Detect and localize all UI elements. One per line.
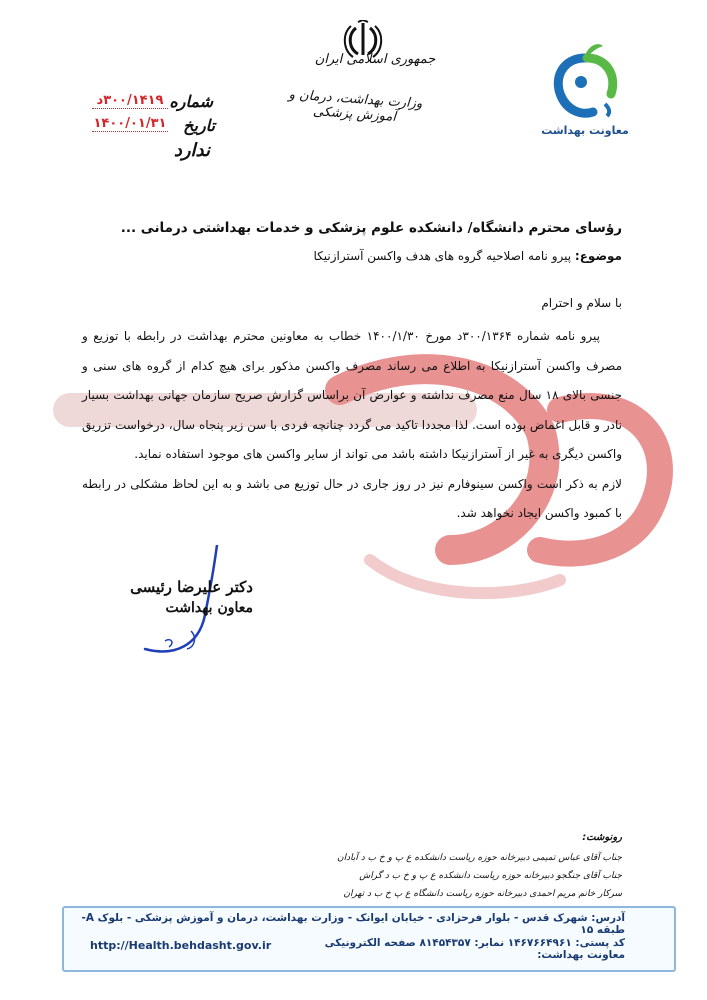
signatory-name: دکتر علیرضا رئیسی [130,578,253,596]
footer-contact: کد پستی: ۱۴۶۷۶۶۴۹۶۱ نمابر: ۸۱۴۵۴۳۵۷ صفحه الکترونیکی معاونت بهداشت: [324,937,625,961]
letter-body [82,322,622,529]
signatory-title: معاون بهداشت [165,600,253,616]
cc-heading: رونوشت: [582,832,622,843]
attachment-status: ندارد [173,140,210,161]
number-label: شماره [169,92,213,111]
ministry-line: وزارت بهداشت، درمان و آموزش پزشکی [288,87,423,125]
footer-address: آدرس: شهرک قدس - بلوار فرحزادی - خیابان ایوانک - وزارت بهداشت، درمان و آموزش پزشکی - بلوک A- طبقه ۱۵ [81,912,625,936]
subject-line [100,249,622,263]
website-link[interactable]: http://Health.behdasht.gov.ir [90,939,272,952]
letter-date: ۱۴۰۰/۰۱/۳۱ [93,116,167,131]
greeting: با سلام و احترام [541,296,622,310]
addressee: رؤسای محترم دانشگاه/ دانشکده علوم پزشکی و خدمات بهداشتی درمانی ... [120,220,622,236]
cc-recipient: سرکار خانم مریم احمدی دبیرخانه حوزه ریاست دانشگاه ع پ خ ب د تهران [343,889,622,899]
cc-recipient: جناب آقای عباس تمیمی دبیرخانه حوزه ریاست دانشکده ع پ و خ ب د آبادان [337,853,622,863]
cc-recipient: جناب آقای جنگجو دبیرخانه حوزه ریاست دانشکده ع پ و خ ب د گراش [359,871,622,881]
subject-label: موضوع: [574,249,622,263]
department-label: معاونت بهداشت [541,124,629,137]
date-label: تاریخ [183,116,215,135]
letter-number: ۳۰۰/۱۴۱۹د [92,93,168,109]
body-paragraph: لازم به ذکر است واکسن سینوفارم نیز در روز جاری در حال توزیع می باشد و به این لحاظ مشکلی در رابطه با کمبود واکسن ایجاد نخواهد شد. [82,476,622,520]
body-paragraph: پیرو نامه شماره ۳۰۰/۱۳۶۴د مورخ ۱۴۰۰/۱/۳۰ خطاب به معاونین محترم بهداشت در رابطه با توزیع و مصرف واکسن آسترازنیکا به اطلاع می رساند مصرف واکسن مذکور برای هیچ کدام از گروه های سنی و جنسی بالای ۱۸ سال منع مصرف نداشته و عوارض آن براساس گزارش صریح سازمان جهانی بهداشت بسیار نادر و قابل اغماض بوده است. لذا مجددا تاکید می گردد چنانچه فردی با سن زیر پنجاه سال، درخواست تزریق واکسن دیگری به غیر از آسترازنیکا داشته باشد می تواند از سایر واکسن های موجود استفاده نماید. [82,329,622,461]
health-deputy-logo [545,38,625,128]
republic-line: جمهوری اسلامی ایران [314,52,436,67]
subject-text: پیرو نامه اصلاحیه گروه های هدف واکسن آسترازنیکا [313,249,572,263]
